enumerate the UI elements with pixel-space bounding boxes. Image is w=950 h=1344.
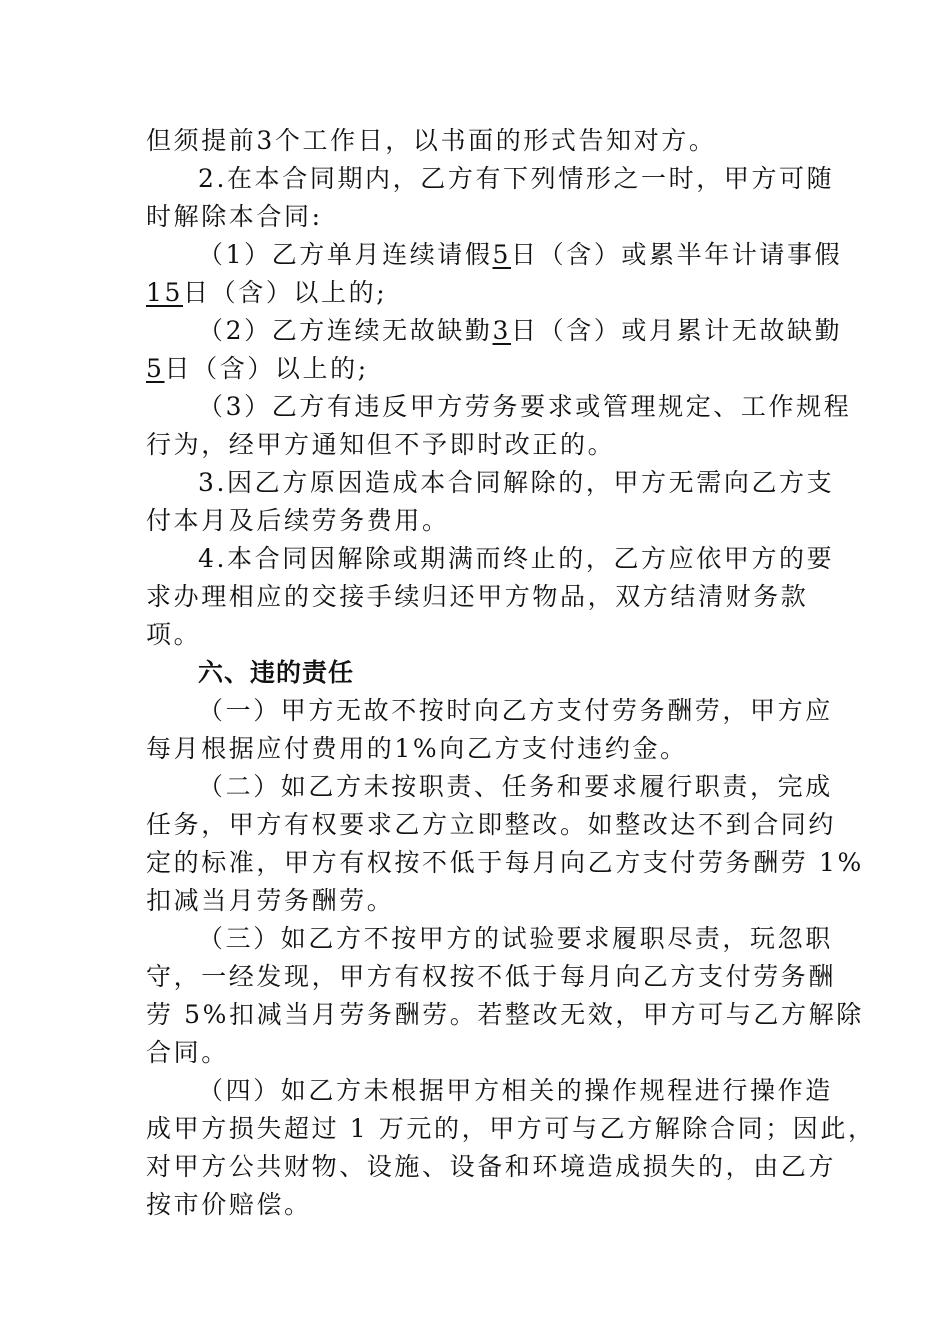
text-line xyxy=(146,1186,806,1224)
text-line xyxy=(146,1034,806,1072)
line-text: （一）甲方无故不按时向乙方支付劳务酬劳，甲方应 xyxy=(198,696,833,725)
text-line xyxy=(146,882,806,920)
line-text: 日（含）以上的; xyxy=(183,278,388,307)
text-line xyxy=(146,1148,837,1186)
line-text: 但须提前3个工作日，以书面的形式告知对方。 xyxy=(146,126,717,155)
text-line xyxy=(146,274,806,312)
line-text: 行为，经甲方通知但不予即时改正的。 xyxy=(146,430,616,459)
item-3-line xyxy=(146,388,852,426)
line-text: 定的标准，甲方有权按不低于每月向乙方支付劳务酬劳 1% xyxy=(146,848,864,877)
clause-4-line xyxy=(146,540,835,578)
item-2-line xyxy=(146,312,843,350)
text-line xyxy=(146,806,837,844)
line-text: 4.本合同因解除或期满而终止的，乙方应依甲方的要 xyxy=(198,544,835,573)
clause-2-line xyxy=(146,160,835,198)
text-line xyxy=(146,844,864,882)
line-text: （二）如乙方未按职责、任务和要求履行职责，完成 xyxy=(198,772,833,801)
line-text: 每月根据应付费用的1%向乙方支付违约金。 xyxy=(146,734,688,763)
liability-2-line xyxy=(146,768,833,806)
item-1-line xyxy=(146,236,843,274)
liability-3-line xyxy=(146,920,833,958)
section-heading xyxy=(146,654,806,692)
line-text: （2）乙方连续无故缺勤 xyxy=(198,316,493,345)
text-line xyxy=(146,426,806,464)
line-text: 成甲方损失超过 1 万元的，甲方可与乙方解除合同；因此， xyxy=(146,1114,876,1143)
contract-text-body xyxy=(146,122,876,1224)
underlined-days-value: 5 xyxy=(492,240,512,269)
underlined-days-value: 5 xyxy=(146,354,165,383)
line-text: 求办理相应的交接手续归还甲方物品，双方结清财务款 xyxy=(146,582,809,611)
line-text: 对甲方公共财物、设施、设备和环境造成损失的，由乙方 xyxy=(146,1152,837,1181)
underlined-days-value: 3 xyxy=(492,316,512,345)
line-text: 守，一经发现，甲方有权按不低于每月向乙方支付劳务酬 xyxy=(146,962,837,991)
line-text: 日（含）或月累计无故缺勤 xyxy=(511,316,843,345)
underlined-days-value: 15 xyxy=(146,278,184,307)
section-title: 六、违的责任 xyxy=(198,658,355,687)
line-text: （三）如乙方不按甲方的试验要求履职尽责，玩忽职 xyxy=(198,924,833,953)
line-text: 日（含）以上的; xyxy=(164,354,369,383)
text-line xyxy=(146,1110,876,1148)
line-text: 合同。 xyxy=(146,1038,229,1067)
text-line xyxy=(146,122,806,160)
text-line xyxy=(146,958,837,996)
line-text: 时解除本合同: xyxy=(146,202,323,231)
text-line xyxy=(146,996,864,1034)
line-text: 日（含）或累半年计请事假 xyxy=(511,240,843,269)
line-text: 付本月及后续劳务费用。 xyxy=(146,506,450,535)
line-text: 3.因乙方原因造成本合同解除的，甲方无需向乙方支 xyxy=(198,468,835,497)
text-line xyxy=(146,198,806,236)
clause-3-line xyxy=(146,464,835,502)
line-text: 按市价赔偿。 xyxy=(146,1190,312,1219)
text-line xyxy=(146,350,806,388)
line-text: 2.在本合同期内，乙方有下列情形之一时，甲方可随 xyxy=(198,164,835,193)
line-text: （3）乙方有违反甲方劳务要求或管理规定、工作规程 xyxy=(198,392,852,421)
liability-1-line xyxy=(146,692,833,730)
line-text: 扣减当月劳务酬劳。 xyxy=(146,886,395,915)
line-text: （四）如乙方未根据甲方相关的操作规程进行操作造 xyxy=(198,1076,833,1105)
text-line xyxy=(146,502,806,540)
text-line xyxy=(146,730,806,768)
line-text: （1）乙方单月连续请假 xyxy=(198,240,493,269)
text-line xyxy=(146,616,806,654)
line-text: 劳 5%扣减当月劳务酬劳。若整改无效，甲方可与乙方解除 xyxy=(146,1000,864,1029)
line-text: 任务，甲方有权要求乙方立即整改。如整改达不到合同约 xyxy=(146,810,837,839)
line-text: 项。 xyxy=(146,620,202,649)
text-line xyxy=(146,578,809,616)
liability-4-line xyxy=(146,1072,833,1110)
